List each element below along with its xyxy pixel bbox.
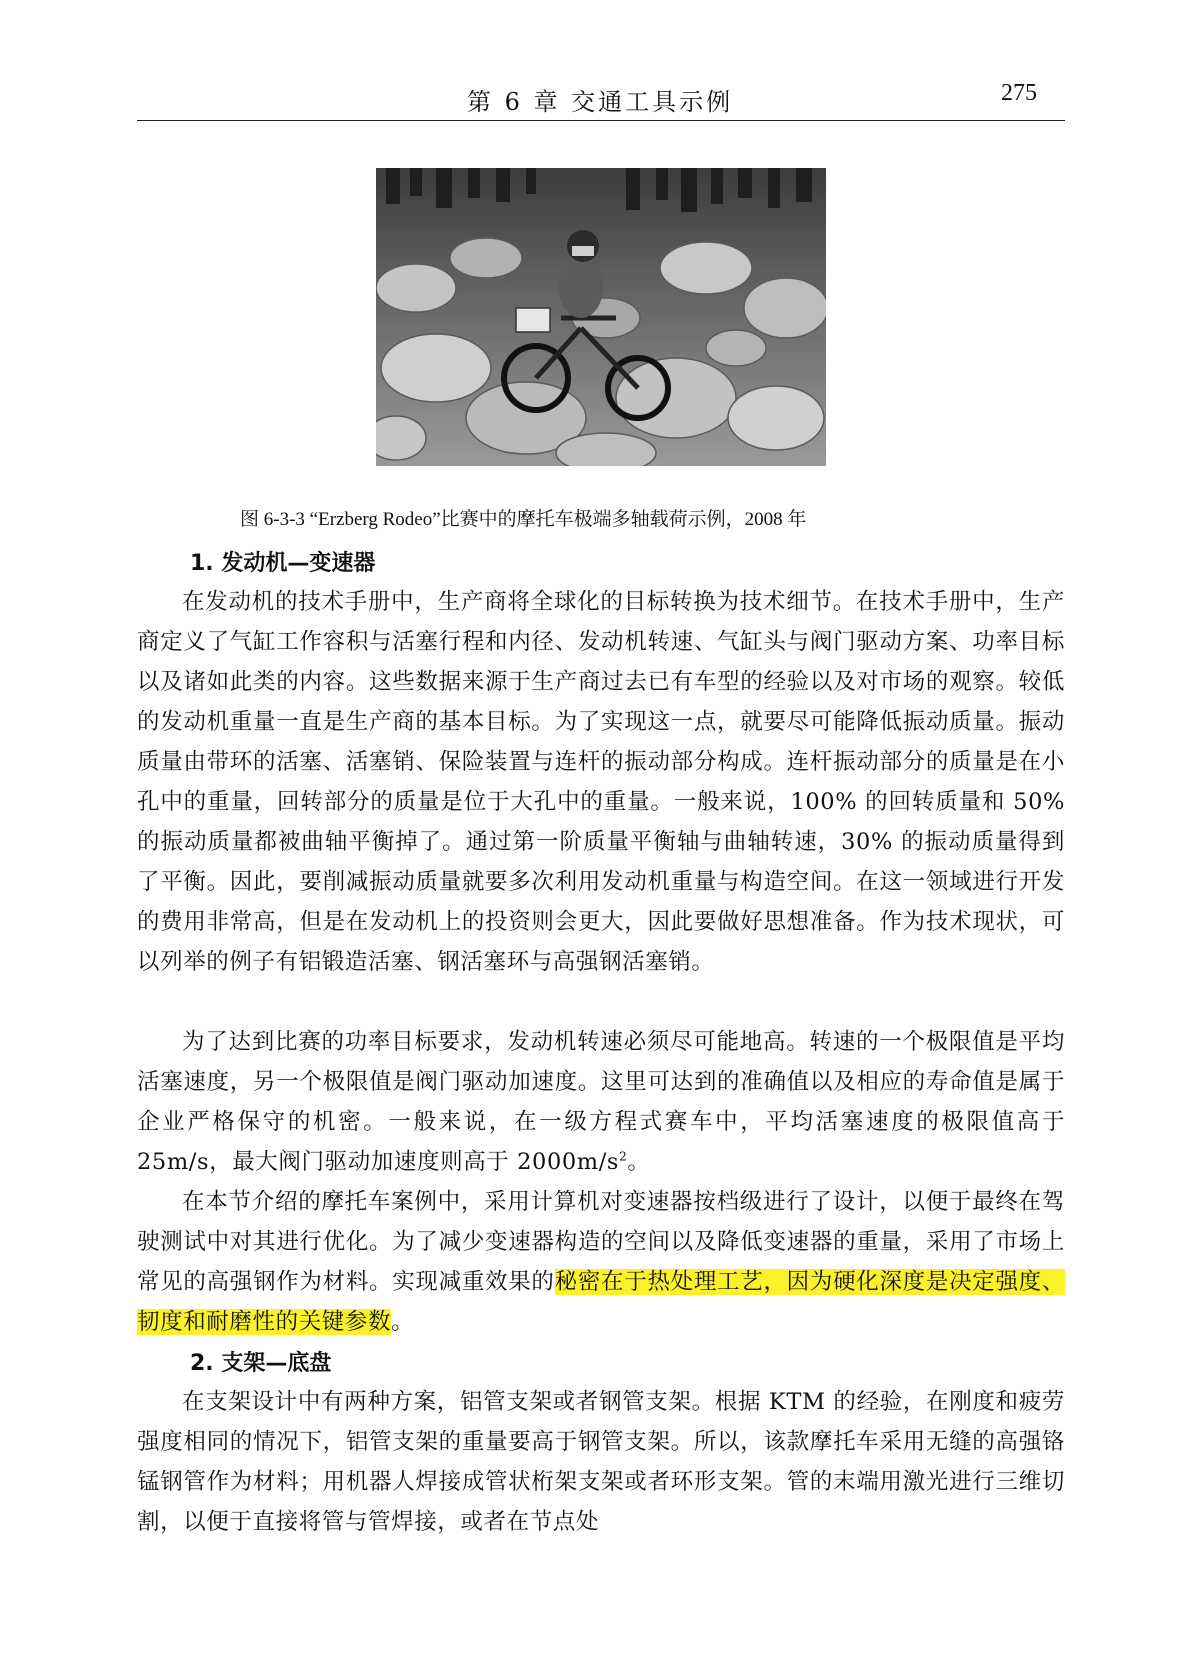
figure-caption: 图 6-3-3 “Erzberg Rodeo”比赛中的摩托车极端多轴载荷示例，2008 年 bbox=[240, 509, 807, 530]
page-number: 275 bbox=[1001, 80, 1037, 106]
page-header bbox=[137, 74, 1065, 121]
paragraph-text-end: 。 bbox=[627, 1149, 651, 1175]
highlighted-text: 秘密在于热处理工艺，因为硬化深度是决定强度、韧度和耐磨性的关键参数 bbox=[137, 1269, 1065, 1335]
superscript-exponent: 2 bbox=[619, 1149, 628, 1164]
figure-photo bbox=[376, 168, 826, 466]
paragraph: 在发动机的技术手册中，生产商将全球化的目标转换为技术细节。在技术手册中，生产商定义了气缸工作容积与活塞行程和内径、发动机转速、气缸头与阀门驱动方案、功率目标以及诸如此类的内容。这些数据来源于生产商过去已有车型的经验以及对市场的观察。较低的发动机重量一直是生产商的基本目标。为了实现这一点，就要尽可能降低振动质量。振动质量由带环的活塞、活塞销、保险装置与连杆的振动部分构成。连杆振动部分的质量是在小孔中的重量，回转部分的质量是位于大孔中的重量。一般来说，100% 的回转质量和 50% 的振动质量都被曲轴平衡掉了。通过第一阶质量平衡轴与曲轴转速，30% 的振动质量得到了平衡。因此，要削减振动质量就要多次利用发动机重量与构造空间。在这一领域进行开发的费用非常高，但是在发动机上的投资则会更大，因此要做好思想准备。作为技术现状，可以列举的例子有铝锻造活塞、钢活塞环与高强钢活塞销。 bbox=[137, 589, 1065, 975]
motorcycle-photo-illustration bbox=[376, 168, 826, 466]
paragraph bbox=[137, 1022, 1065, 1182]
paragraph-text: 为了达到比赛的功率目标要求，发动机转速必须尽可能地高。转速的一个极限值是平均活塞速度，另一个极限值是阀门驱动加速度。这里可达到的准确值以及相应的寿命值是属于企业严格保守的机密。一般来说，在一级方程式赛车中，平均活塞速度的极限值高于 25m/s，最大阀门驱动加速度则高于 2000m/s bbox=[137, 1029, 1065, 1175]
chapter-title: 第 6 章 交通工具示例 bbox=[467, 88, 734, 116]
section-heading-engine: 1. 发动机—变速器 bbox=[190, 551, 376, 576]
paragraph: 在支架设计中有两种方案，铝管支架或者钢管支架。根据 KTM 的经验，在刚度和疲劳强度相同的情况下，铝管支架的重量要高于钢管支架。所以，该款摩托车采用无缝的高强铬锰钢管作为材料；用机器人焊接成管状桁架支架或者环形支架。管的末端用激光进行三维切割，以便于直接将管与管焊接，或者在节点处 bbox=[137, 1389, 1065, 1535]
section-heading-frame: 2. 支架—底盘 bbox=[190, 1351, 332, 1376]
paragraph-text: 在本节介绍的摩托车案例中，采用计算机对变速器按档级进行了设计，以便于最终在驾驶测试中对其进行优化。为了减少变速器构造的空间以及降低变速器的重量，采用了市场上常见的高强钢作为材料。实现减重效果的 bbox=[137, 1189, 1065, 1295]
paragraph-text-end: 。 bbox=[391, 1309, 415, 1335]
paragraph bbox=[137, 1182, 1065, 1342]
